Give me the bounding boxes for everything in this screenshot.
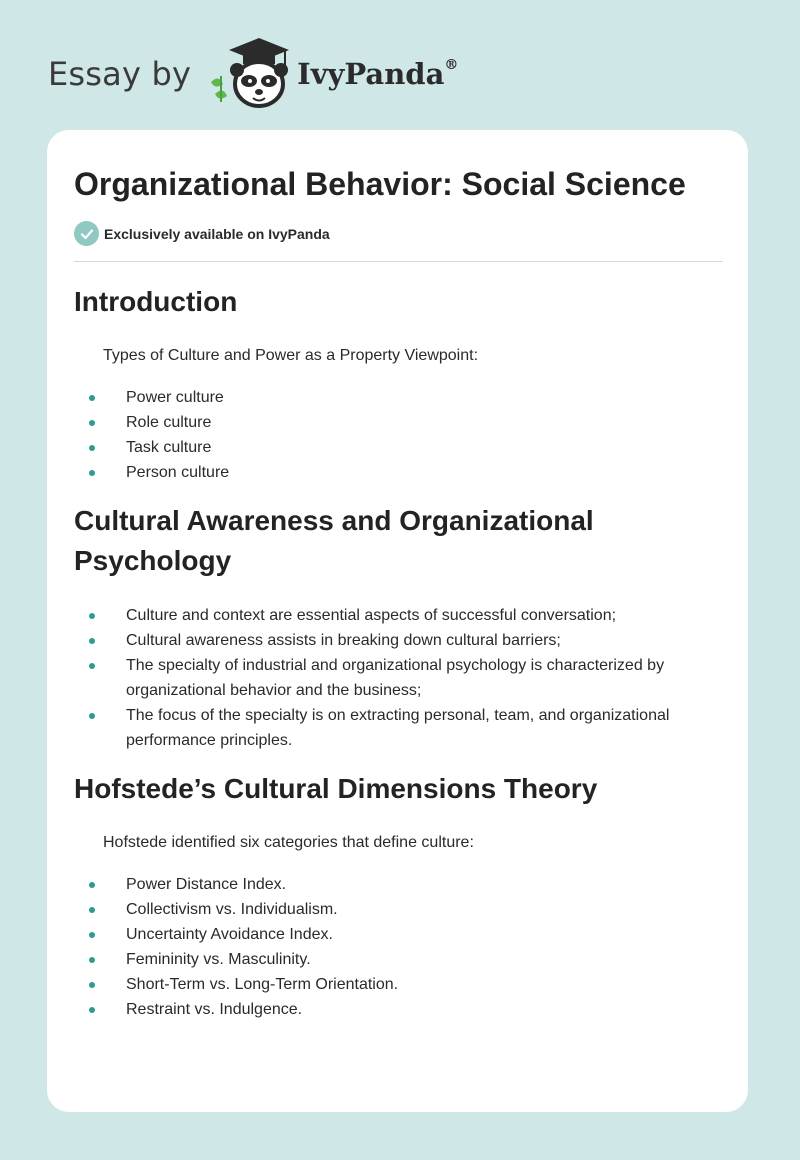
bullet-icon bbox=[89, 1007, 95, 1013]
bullet-icon bbox=[89, 613, 95, 619]
divider bbox=[74, 261, 723, 262]
bullet-icon bbox=[89, 907, 95, 913]
exclusive-badge bbox=[74, 221, 330, 246]
list-item: Power culture bbox=[47, 385, 708, 410]
panda-logo-icon[interactable] bbox=[207, 36, 291, 112]
bullet-icon bbox=[89, 663, 95, 669]
badge-label: Exclusively available on IvyPanda bbox=[104, 225, 330, 242]
bullet-icon bbox=[89, 395, 95, 401]
list-item: Short-Term vs. Long-Term Orientation. bbox=[47, 972, 708, 997]
bullet-list bbox=[47, 603, 708, 753]
list-item: Restraint vs. Indulgence. bbox=[47, 997, 708, 1022]
list-item: Collectivism vs. Individualism. bbox=[47, 897, 708, 922]
essay-by-label: Essay by bbox=[48, 55, 192, 93]
brand-name[interactable]: IvyPanda® bbox=[297, 57, 459, 91]
list-item: Uncertainty Avoidance Index. bbox=[47, 922, 708, 947]
bullet-icon bbox=[89, 713, 95, 719]
section-intro: Hofstede identified six categories that define culture: bbox=[103, 834, 474, 851]
ivy-leaf-icon bbox=[211, 76, 227, 102]
bullet-icon bbox=[89, 638, 95, 644]
bullet-icon bbox=[89, 932, 95, 938]
bullet-list bbox=[47, 872, 708, 1022]
article-card bbox=[47, 130, 748, 1112]
list-item: The specialty of industrial and organizational psychology is characterized by organizational behavior and the business; bbox=[47, 653, 708, 703]
section-heading: Hofstede’s Cultural Dimensions Theory bbox=[74, 773, 598, 804]
section-heading: Introduction bbox=[74, 286, 238, 317]
site-header bbox=[48, 34, 458, 114]
section-intro: Types of Culture and Power as a Property Viewpoint: bbox=[103, 347, 479, 364]
list-item: Person culture bbox=[47, 460, 708, 485]
check-icon bbox=[74, 221, 99, 246]
bullet-icon bbox=[89, 957, 95, 963]
page-title: Organizational Behavior: Social Science bbox=[74, 166, 686, 202]
bullet-icon bbox=[89, 470, 95, 476]
bullet-icon bbox=[89, 882, 95, 888]
list-item: Cultural awareness assists in breaking down cultural barriers; bbox=[47, 628, 708, 653]
list-item: Task culture bbox=[47, 435, 708, 460]
bullet-list bbox=[47, 385, 708, 485]
list-item: Role culture bbox=[47, 410, 708, 435]
list-item: Culture and context are essential aspects of successful conversation; bbox=[47, 603, 708, 628]
section-heading: Cultural Awareness and Organizational Psychology bbox=[74, 505, 594, 576]
list-item: Femininity vs. Masculinity. bbox=[47, 947, 708, 972]
list-item: The focus of the specialty is on extracting personal, team, and organizational performance principles. bbox=[47, 703, 708, 753]
bullet-icon bbox=[89, 445, 95, 451]
bullet-icon bbox=[89, 420, 95, 426]
bullet-icon bbox=[89, 982, 95, 988]
list-item: Power Distance Index. bbox=[47, 872, 708, 897]
